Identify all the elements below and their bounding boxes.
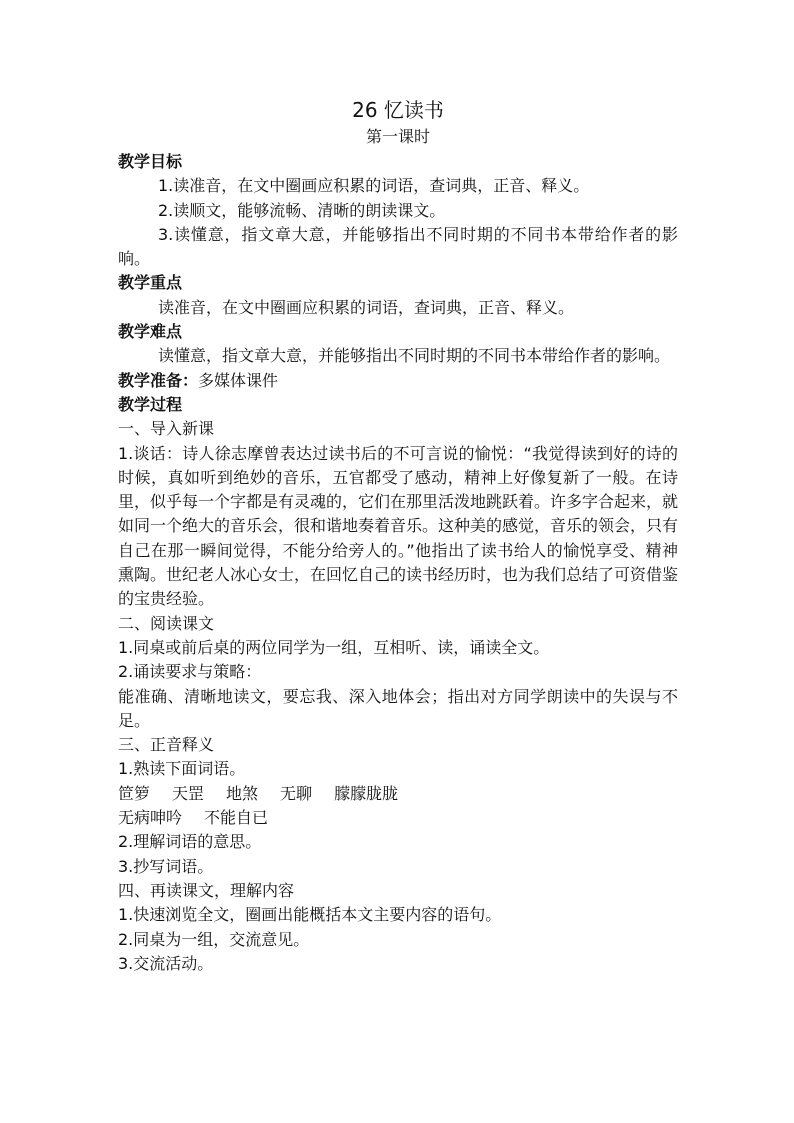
section4-title: 四、再读课文，理解内容: [118, 880, 295, 900]
preparation-line: [118, 369, 678, 393]
word-list-row-2: [118, 806, 678, 830]
section4-item-1: 1.快速浏览全文，圈画出能概括本文主要内容的语句。: [118, 905, 502, 925]
section2-item-1: 1.同桌或前后桌的两位同学为一组，互相听、读，诵读全文。: [118, 637, 550, 657]
key-point-text: 读准音，在文中圈画应积累的词语，查词典，正音、释义。: [158, 297, 575, 317]
preparation-label: 教学准备：: [118, 370, 199, 390]
word-item: 不能自已: [204, 808, 269, 828]
preparation-value: 多媒体课件: [198, 370, 279, 390]
section3-item-3: 3.抄写词语。: [118, 856, 214, 876]
key-point-heading: 教学重点: [118, 273, 183, 293]
section1-text: 1.谈话：诗人徐志摩曾表达过读书后的不可言说的愉悦：“我觉得读到好的诗的时候，真如听到绝妙的音乐，五官都受了感动，精神上好像复新了一般。在诗里，似乎每一个字都是有灵魂的，它们在那里活泼地跳跃着。许多字合起来，就如同一个绝大的音乐会，很和谐地奏着音乐。这种美的感觉，音乐的领会，只有自己在那一瞬间觉得，不能分给旁人的。”他指出了读书给人的愉悦享受、精神熏陶。世纪老人冰心女士，在回忆自己的读书经历时，也为我们总结了可资借鉴的宝贵经验。: [118, 443, 679, 609]
difficulty-heading: 教学难点: [118, 322, 183, 342]
word-item: 地煞: [226, 783, 259, 803]
goal-item-3: 3.读懂意，指文章大意，并能够指出不同时期的不同书本带给作者的影响。: [118, 224, 678, 269]
section3-item-1: 1.熟读下面词语。: [118, 759, 246, 779]
difficulty-text: 读懂意，指文章大意，并能够指出不同时期的不同书本带给作者的影响。: [158, 346, 671, 366]
word-item: 天罡: [172, 783, 205, 803]
section3-item-2: 2.理解词语的意思。: [118, 832, 262, 852]
document-page: [118, 96, 678, 976]
section1-title: 一、导入新课: [118, 419, 215, 439]
section2-title: 二、阅读课文: [118, 613, 215, 633]
goal-item-2: 2.读顺文，能够流畅、清晰的朗读课文。: [158, 200, 446, 220]
word-item: 朦朦胧胧: [334, 783, 399, 803]
section2-item-2: 2.诵读要求与策略：: [118, 662, 262, 682]
document-subtitle: 第一课时: [365, 127, 430, 146]
document-title: 26 忆读书: [352, 98, 444, 122]
process-heading: 教学过程: [118, 394, 183, 414]
section4-item-2: 2.同桌为一组，交流意见。: [118, 929, 310, 949]
word-item: 笸箩: [118, 783, 151, 803]
goals-heading: 教学目标: [118, 152, 183, 171]
word-item: 无病呻吟: [118, 808, 183, 828]
section2-item-2-text: 能准确、清晰地读文，要忘我、深入地体会；指出对方同学朗读中的失误与不足。: [118, 686, 678, 730]
word-item: 无聊: [280, 783, 313, 803]
goal-item-1: 1.读准音，在文中圈画应积累的词语，查词典，正音、释义。: [158, 176, 590, 196]
section3-title: 三、正音释义: [118, 735, 215, 755]
word-list-row-1: [118, 782, 678, 806]
section4-item-3: 3.交流活动。: [118, 953, 214, 973]
